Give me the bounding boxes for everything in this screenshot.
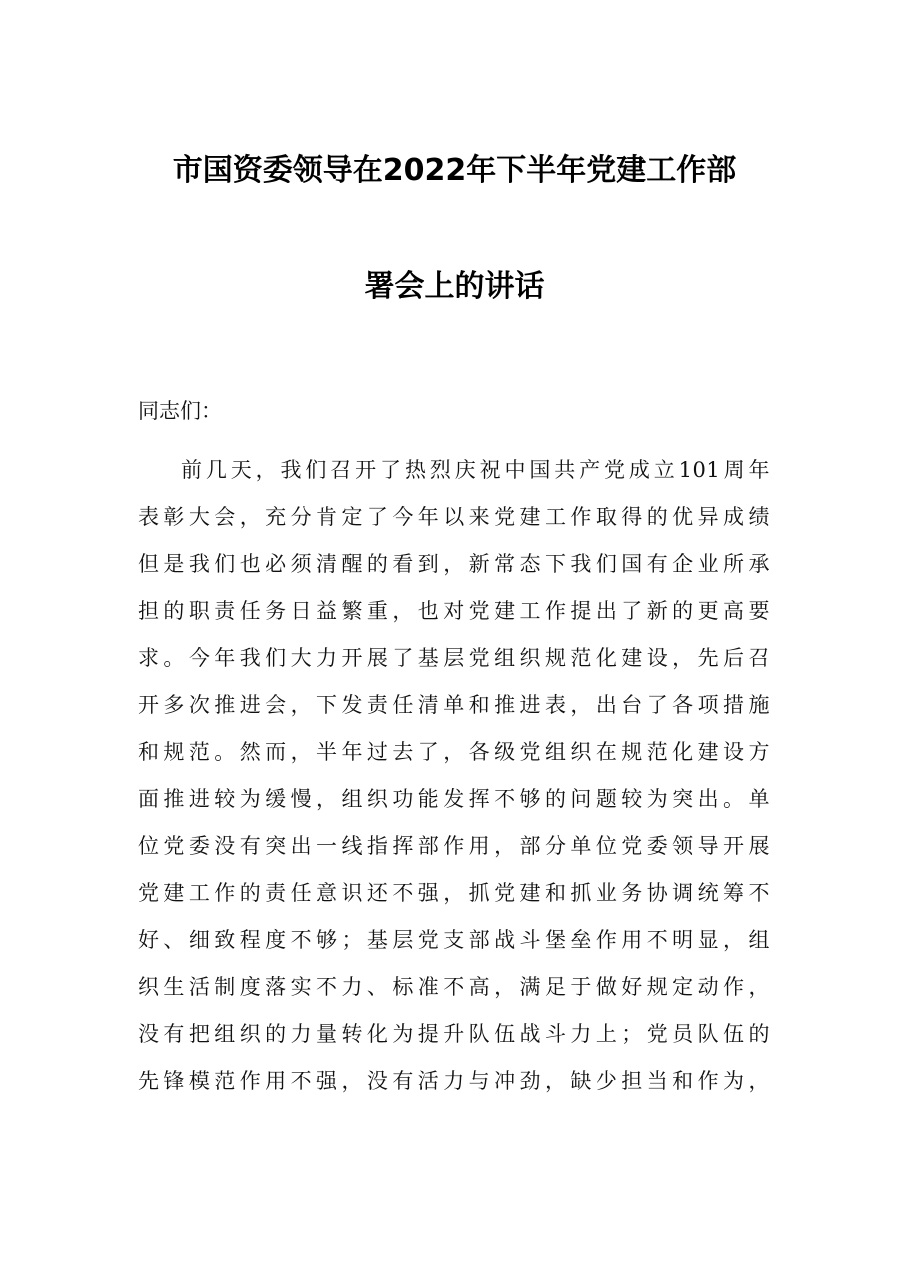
paragraph-line-1: 前几天，我们召开了热烈庆祝中国共产党成立101周年 [181, 458, 770, 482]
paragraph-line-3: 但是我们也必须清醒的看到，新常态下我们国有企业所承 [138, 552, 770, 576]
paragraph-line-11: 好、细致程度不够；基层党支部战斗堡垒作用不明显，组 [138, 928, 770, 952]
paragraph-line-6: 开多次推进会，下发责任清单和推进表，出台了各项措施 [138, 693, 770, 717]
salutation: 同志们： [138, 399, 222, 423]
paragraph-line-4: 担的职责任务日益繁重，也对党建工作提出了新的更高要 [138, 599, 770, 623]
document-title-line-2: 署会上的讲话 [364, 269, 545, 304]
paragraph-line-13: 没有把组织的力量转化为提升队伍战斗力上；党员队伍的 [138, 1022, 770, 1046]
paragraph-line-7: 和规范。然而，半年过去了，各级党组织在规范化建设方 [138, 740, 770, 764]
paragraph-line-8: 面推进较为缓慢，组织功能发挥不够的问题较为突出。单 [138, 787, 770, 811]
paragraph-line-2: 表彰大会，充分肯定了今年以来党建工作取得的优异成绩 [138, 505, 770, 529]
paragraph-line-5: 求。今年我们大力开展了基层党组织规范化建设，先后召 [138, 646, 770, 670]
document-title-line-1: 市国资委领导在2022年下半年党建工作部 [172, 153, 737, 188]
paragraph-line-14: 先锋模范作用不强，没有活力与冲劲，缺少担当和作为， [138, 1069, 770, 1093]
paragraph-line-12: 织生活制度落实不力、标准不高，满足于做好规定动作， [138, 975, 770, 999]
paragraph-line-10: 党建工作的责任意识还不强，抓党建和抓业务协调统筹不 [138, 881, 770, 905]
paragraph-line-9: 位党委没有突出一线指挥部作用，部分单位党委领导开展 [138, 834, 770, 858]
